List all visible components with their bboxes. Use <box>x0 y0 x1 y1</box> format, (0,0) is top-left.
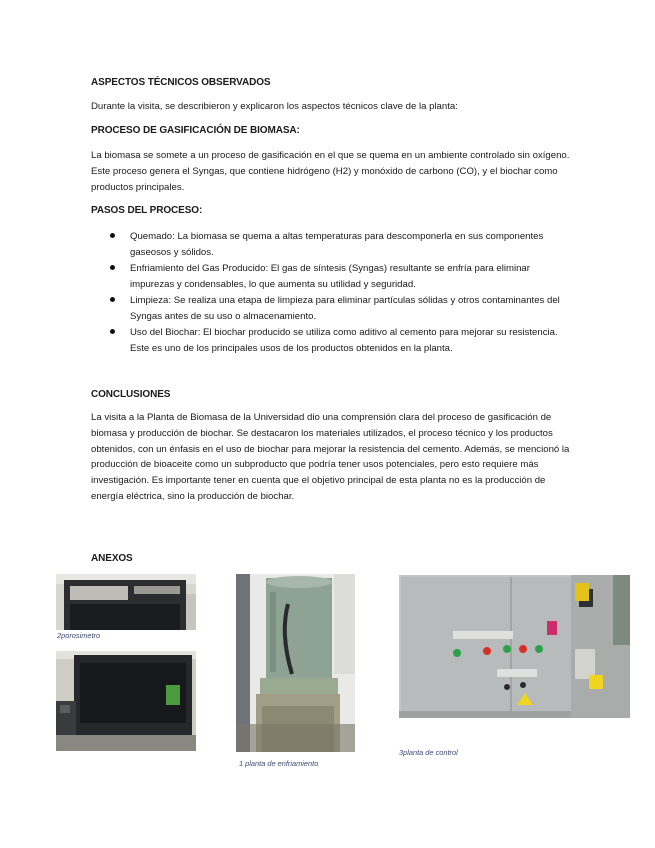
step-text: Enfriamiento del Gas Producido: El gas de síntesis (Syngas) resultante se enfría para eliminar impurezas y condensables, lo que aumenta su utilidad y seguridad. <box>130 263 530 290</box>
aspects-intro: Durante la visita, se describieron y explicaron los aspectos técnicos clave de la planta: <box>91 101 458 112</box>
porosimeter-photo-top <box>56 574 196 630</box>
bullet-icon <box>110 265 115 270</box>
step-text: Quemado: La biomasa se quema a altas temperaturas para descomponerla en sus componentes gaseosos y sólidos. <box>130 231 544 258</box>
list-item <box>110 293 560 325</box>
step-text: Limpieza: Se realiza una etapa de limpieza para eliminar partículas sólidas y otros contaminantes del Syngas antes de su uso o almacenamiento. <box>130 295 560 322</box>
list-item <box>110 261 560 293</box>
conclusions-paragraph: La visita a la Planta de Biomasa de la Universidad dio una comprensión clara del proceso de gasificación de biomasa y producción de biochar. Se destacaron los materiales utilizados, el proceso técnico y los productos obtenidos, con un énfasis en el uso de biochar para mejorar la resistencia del cemento. Además, se mencionó la producción de bioaceite como un subproducto que podría tener usos potenciales, pero esto requiere más investigación. Es importante tener en cuenta que el objetivo principal de esta planta no es la producción de energía eléctrica, sino la producción de biochar. <box>91 412 570 502</box>
annexes-heading: ANEXOS <box>91 553 133 564</box>
cooling-plant-caption: 1 planta de enfriamiento <box>239 759 319 768</box>
step-text: Uso del Biochar: El biochar producido se utiliza como aditivo al cemento para mejorar su resistencia. Este es uno de los principales usos de los productos obtenidos en la planta. <box>130 327 558 355</box>
process-paragraph: La biomasa se somete a un proceso de gasificación en el que se quema en un ambiente controlado sin oxígeno. Este proceso genera el Syngas, que contiene hidrógeno (H2) y monóxido de carbono (CO), y el biochar como productos principales. <box>91 150 570 193</box>
porosimeter-photo-bottom <box>56 651 196 751</box>
list-item <box>110 229 560 261</box>
conclusions-heading: CONCLUSIONES <box>91 389 171 400</box>
bullet-icon <box>110 297 115 302</box>
process-heading: PROCESO DE GASIFICACIÓN DE BIOMASA: <box>91 125 300 136</box>
list-item <box>110 325 560 357</box>
porosimeter-caption: 2porosimetro <box>57 631 101 640</box>
steps-list <box>110 229 560 357</box>
bullet-icon <box>110 233 115 238</box>
control-plant-photo <box>399 575 630 718</box>
control-plant-caption: 3planta de control <box>399 748 458 757</box>
bullet-icon <box>110 329 115 334</box>
cooling-plant-photo <box>236 574 355 752</box>
aspects-heading: ASPECTOS TÉCNICOS OBSERVADOS <box>91 77 271 88</box>
steps-heading: PASOS DEL PROCESO: <box>91 205 203 216</box>
